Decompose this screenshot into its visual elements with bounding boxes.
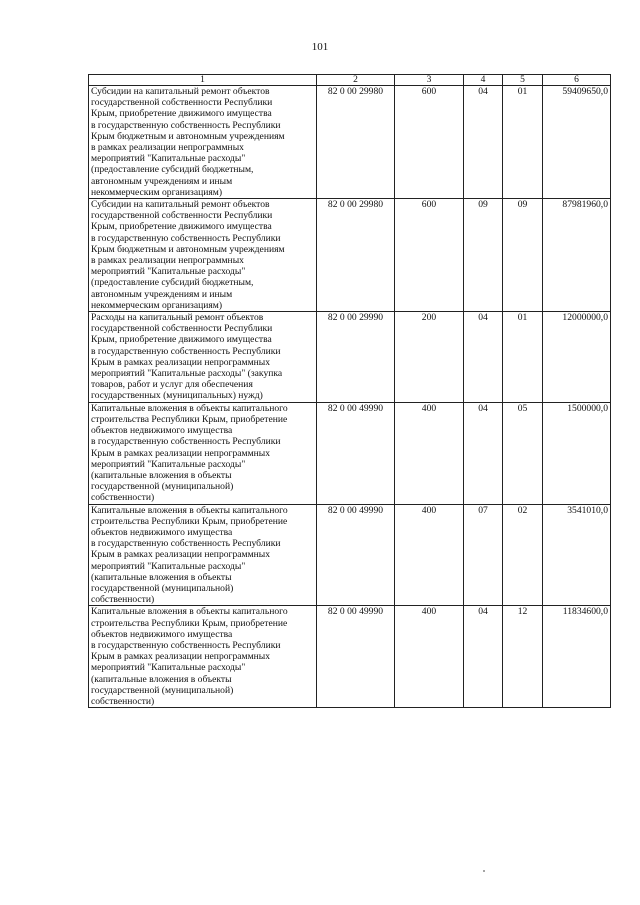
section-cell: 04	[464, 312, 503, 403]
scan-speck	[483, 870, 485, 872]
target-code-cell: 82 0 00 29980	[317, 199, 395, 312]
subsection-cell: 01	[503, 86, 543, 199]
amount-cell: 12000000,0	[543, 312, 611, 403]
table-row	[89, 402, 611, 504]
target-code-cell: 82 0 00 49990	[317, 504, 395, 606]
section-cell: 07	[464, 504, 503, 606]
expense-type-cell: 600	[395, 199, 464, 312]
subsection-cell: 05	[503, 402, 543, 504]
header-cell-2: 2	[317, 75, 395, 86]
table-row	[89, 199, 611, 312]
target-code-cell: 82 0 00 29990	[317, 312, 395, 403]
expense-type-cell: 600	[395, 86, 464, 199]
amount-cell: 11834600,0	[543, 606, 611, 708]
header-cell-6: 6	[543, 75, 611, 86]
subsection-cell: 02	[503, 504, 543, 606]
description-cell: Расходы на капитальный ремонт объектов государственной собственности Республики Крым, приобретение движимого имущества в государственную собственность Республики Крым в рамках реализации непрограммных мероприятий "Капитальные расходы" (закупка товаров, работ и услуг для обеспечения государственных (муниципальных) нужд)	[89, 312, 317, 403]
description-cell: Капитальные вложения в объекты капитального строительства Республики Крым, приобретение объектов недвижимого имущества в государственную собственность Республики Крым в рамках реализации непрограммных мероприятий "Капитальные расходы" (капитальные вложения в объекты государственной (муниципальной) собственности)	[89, 606, 317, 708]
budget-table	[88, 74, 611, 708]
section-cell: 04	[464, 606, 503, 708]
target-code-cell: 82 0 00 29980	[317, 86, 395, 199]
subsection-cell: 09	[503, 199, 543, 312]
target-code-cell: 82 0 00 49990	[317, 402, 395, 504]
expense-type-cell: 400	[395, 504, 464, 606]
amount-cell: 1500000,0	[543, 402, 611, 504]
amount-cell: 3541010,0	[543, 504, 611, 606]
section-cell: 04	[464, 86, 503, 199]
description-cell: Капитальные вложения в объекты капитального строительства Республики Крым, приобретение объектов недвижимого имущества в государственную собственность Республики Крым в рамках реализации непрограммных мероприятий "Капитальные расходы" (капитальные вложения в объекты государственной (муниципальной) собственности)	[89, 402, 317, 504]
amount-cell: 59409650,0	[543, 86, 611, 199]
amount-cell: 87981960,0	[543, 199, 611, 312]
header-cell-3: 3	[395, 75, 464, 86]
header-cell-1: 1	[89, 75, 317, 86]
header-row	[89, 75, 611, 86]
section-cell: 09	[464, 199, 503, 312]
description-cell: Субсидии на капитальный ремонт объектов государственной собственности Республики Крым, приобретение движимого имущества в государственную собственность Республики Крым бюджетным и автономным учреждениям в рамках реализации непрограммных мероприятий "Капитальные расходы" (предоставление субсидий бюджетным, автономным учреждениям и иным некоммерческим организациям)	[89, 199, 317, 312]
expense-type-cell: 400	[395, 606, 464, 708]
table-row	[89, 86, 611, 199]
description-cell: Капитальные вложения в объекты капитального строительства Республики Крым, приобретение объектов недвижимого имущества в государственную собственность Республики Крым в рамках реализации непрограммных мероприятий "Капитальные расходы" (капитальные вложения в объекты государственной (муниципальной) собственности)	[89, 504, 317, 606]
target-code-cell: 82 0 00 49990	[317, 606, 395, 708]
table-row	[89, 312, 611, 403]
description-cell: Субсидии на капитальный ремонт объектов государственной собственности Республики Крым, приобретение движимого имущества в государственную собственность Республики Крым бюджетным и автономным учреждениям в рамках реализации непрограммных мероприятий "Капитальные расходы" (предоставление субсидий бюджетным, автономным учреждениям и иным некоммерческим организациям)	[89, 86, 317, 199]
table-row	[89, 606, 611, 708]
table-row	[89, 504, 611, 606]
header-cell-5: 5	[503, 75, 543, 86]
section-cell: 04	[464, 402, 503, 504]
page-number: 101	[311, 41, 329, 53]
subsection-cell: 12	[503, 606, 543, 708]
expense-type-cell: 200	[395, 312, 464, 403]
header-cell-4: 4	[464, 75, 503, 86]
expense-type-cell: 400	[395, 402, 464, 504]
subsection-cell: 01	[503, 312, 543, 403]
